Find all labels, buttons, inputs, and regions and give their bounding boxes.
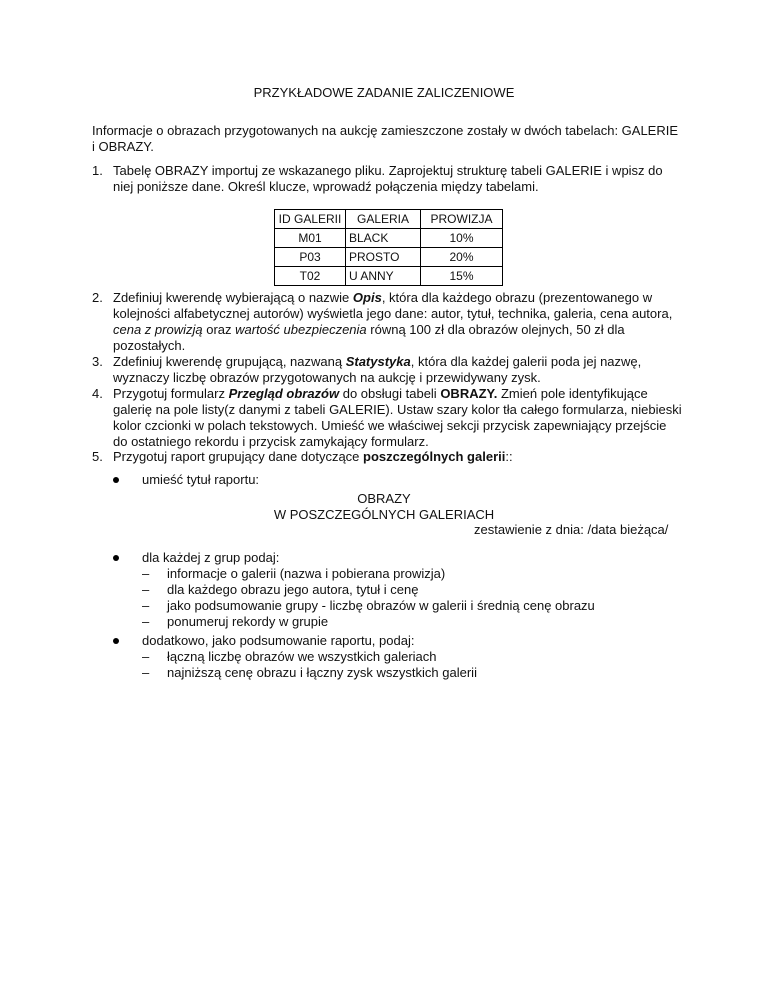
table-row bbox=[275, 229, 503, 248]
dash-icon: – bbox=[142, 566, 150, 581]
dash-icon: – bbox=[142, 614, 150, 629]
table-row bbox=[275, 248, 503, 267]
task-2 bbox=[92, 290, 682, 354]
table-row bbox=[275, 267, 503, 286]
table-cell: M01 bbox=[275, 229, 346, 248]
bullet-text: dodatkowo, jako podsumowanie raportu, podaj: bbox=[142, 633, 415, 648]
task-5-text-2: :: bbox=[505, 449, 513, 464]
task-2-text-3: oraz bbox=[202, 322, 236, 337]
task-5-text-1: Przygotuj raport grupujący dane dotyczące bbox=[113, 449, 364, 464]
dash-icon: – bbox=[142, 582, 150, 597]
intro-keyword-obrazy: OBRAZY bbox=[98, 139, 151, 154]
table-cell: PROSTO bbox=[346, 248, 421, 267]
bullet-dot-icon bbox=[113, 477, 119, 483]
task-number: 2. bbox=[92, 290, 103, 305]
bullet-dot-icon bbox=[113, 555, 119, 561]
table-cell: P03 bbox=[275, 248, 346, 267]
list-item-text: informacje o galerii (nazwa i pobierana prowizja) bbox=[167, 566, 446, 581]
task-4-text-1: Przygotuj formularz bbox=[113, 386, 229, 401]
bullet-text: umieść tytuł raportu: bbox=[142, 472, 260, 487]
dash-icon: – bbox=[142, 665, 150, 680]
task-4 bbox=[92, 386, 682, 450]
task-4-keyword-galerie: GALERIE bbox=[329, 402, 386, 417]
galerie-table bbox=[274, 209, 503, 286]
task-1-text-3: i wpisz do niej poniższe dane. Określ klucze, wprowadź połączenia między tabelami. bbox=[113, 163, 663, 194]
task-3-text-2: , która dla każdej galerii poda jej nazwę, wyznaczy liczbę obrazów przygotowanych na aukcję i przewidywany zysk. bbox=[113, 354, 642, 385]
table-header-row bbox=[275, 210, 503, 229]
table-header-cell: PROWIZJA bbox=[430, 212, 493, 226]
list-item-text: łączną liczbę obrazów we wszystkich galeriach bbox=[167, 649, 437, 664]
list-item-text: najniższą cenę obrazu i łączny zysk wszystkich galerii bbox=[167, 665, 477, 680]
task-2-keyword-cena: cena z prowizją bbox=[113, 322, 203, 337]
intro-text-3: . bbox=[150, 139, 154, 154]
task-2-text-1: Zdefiniuj kwerendę wybierającą o nazwie bbox=[113, 290, 353, 305]
dash-icon: – bbox=[142, 649, 150, 664]
list-item bbox=[142, 614, 693, 630]
dash-icon: – bbox=[142, 598, 150, 613]
task-5-keyword-galerii: poszczególnych galerii bbox=[363, 449, 506, 464]
list-item bbox=[142, 582, 693, 598]
task-5 bbox=[92, 449, 682, 465]
task-3-text-1: Zdefiniuj kwerendę grupującą, nazwaną bbox=[113, 354, 346, 369]
list-item-text: jako podsumowanie grupy - liczbę obrazów w galerii i średnią cenę obrazu bbox=[167, 598, 595, 613]
bullet-group-details bbox=[113, 550, 693, 630]
task-1 bbox=[92, 163, 682, 195]
table-cell: 15% bbox=[449, 269, 474, 283]
bullet-report-summary bbox=[113, 633, 693, 681]
task-1-text-1: Tabelę bbox=[113, 163, 155, 178]
bullet-report-title bbox=[113, 472, 693, 488]
task-2-text-4: równą 100 zł dla obrazów olejnych, 50 zł dla pozostałych. bbox=[113, 322, 625, 353]
task-number: 3. bbox=[92, 354, 103, 369]
table-cell: T02 bbox=[275, 267, 346, 286]
task-3 bbox=[92, 354, 682, 386]
task-2-keyword-wartosc: wartość ubezpieczenia bbox=[235, 322, 367, 337]
task-4-text-2: do obsługi tabeli bbox=[339, 386, 441, 401]
task-1-text-2: importuj ze wskazanego pliku. Zaprojektuj strukturę tabeli bbox=[208, 163, 546, 178]
task-4-keyword-przeglad: Przegląd obrazów bbox=[228, 386, 340, 401]
task-2-text-2: , która dla każdego obrazu (prezentowanego w kolejności alfabetycznej autorów) wyświetla jego dane: autor, tytuł, technika, galeria, cena autora, bbox=[113, 290, 673, 321]
table-header-cell: ID GALERII bbox=[275, 210, 346, 229]
table-header-cell: GALERIA bbox=[346, 210, 421, 229]
task-4-keyword-obrazy: OBRAZY. bbox=[440, 386, 498, 401]
intro-text-2: i bbox=[92, 139, 99, 154]
list-item-text: ponumeruj rekordy w grupie bbox=[167, 614, 329, 629]
list-item bbox=[142, 649, 693, 665]
task-number: 1. bbox=[92, 163, 103, 178]
page-title: PRZYKŁADOWE ZADANIE ZALICZENIOWE bbox=[253, 85, 515, 100]
table-cell: U ANNY bbox=[346, 267, 421, 286]
task-number: 5. bbox=[92, 449, 103, 464]
task-1-keyword-galerie: GALERIE bbox=[545, 163, 602, 178]
task-4-text-4: ). Ustaw szary kolor tła całego formularza, niebieski kolor czcionki w polach tekstowych. Umieść we właściwej sekcji przycisk zapewniający przejście do ostatniego rekordu i przycisk zamykający formularz. bbox=[113, 402, 682, 449]
list-item bbox=[142, 665, 693, 681]
intro-paragraph bbox=[92, 123, 692, 155]
table-cell: 20% bbox=[449, 250, 474, 264]
list-item-text: dla każdego obrazu jego autora, tytuł i cenę bbox=[167, 582, 419, 597]
task-2-keyword-opis: Opis bbox=[352, 290, 382, 305]
task-number: 4. bbox=[92, 386, 103, 401]
task-4-text-3: Zmień pole identyfikujące galerię na pole listy(z danymi z tabeli bbox=[113, 386, 648, 417]
report-title-line-1: OBRAZY bbox=[357, 491, 411, 506]
intro-text-1: Informacje o obrazach przygotowanych na aukcję zamieszczone zostały w dwóch tabelach: bbox=[92, 123, 622, 138]
table-cell: 10% bbox=[449, 231, 474, 245]
bullet-text: dla każdej z grup podaj: bbox=[142, 550, 280, 565]
list-item bbox=[142, 566, 693, 582]
report-title-line-2: W POSZCZEGÓLNYCH GALERIACH bbox=[273, 507, 495, 522]
report-date-line: zestawienie z dnia: /data bieżąca/ bbox=[474, 522, 669, 537]
task-1-keyword-obrazy: OBRAZY bbox=[154, 163, 209, 178]
bullet-dot-icon bbox=[113, 638, 119, 644]
list-item bbox=[142, 598, 693, 614]
intro-keyword-galerie: GALERIE bbox=[621, 123, 679, 138]
table-cell: BLACK bbox=[346, 229, 421, 248]
task-3-keyword-statystyka: Statystyka bbox=[345, 354, 411, 369]
